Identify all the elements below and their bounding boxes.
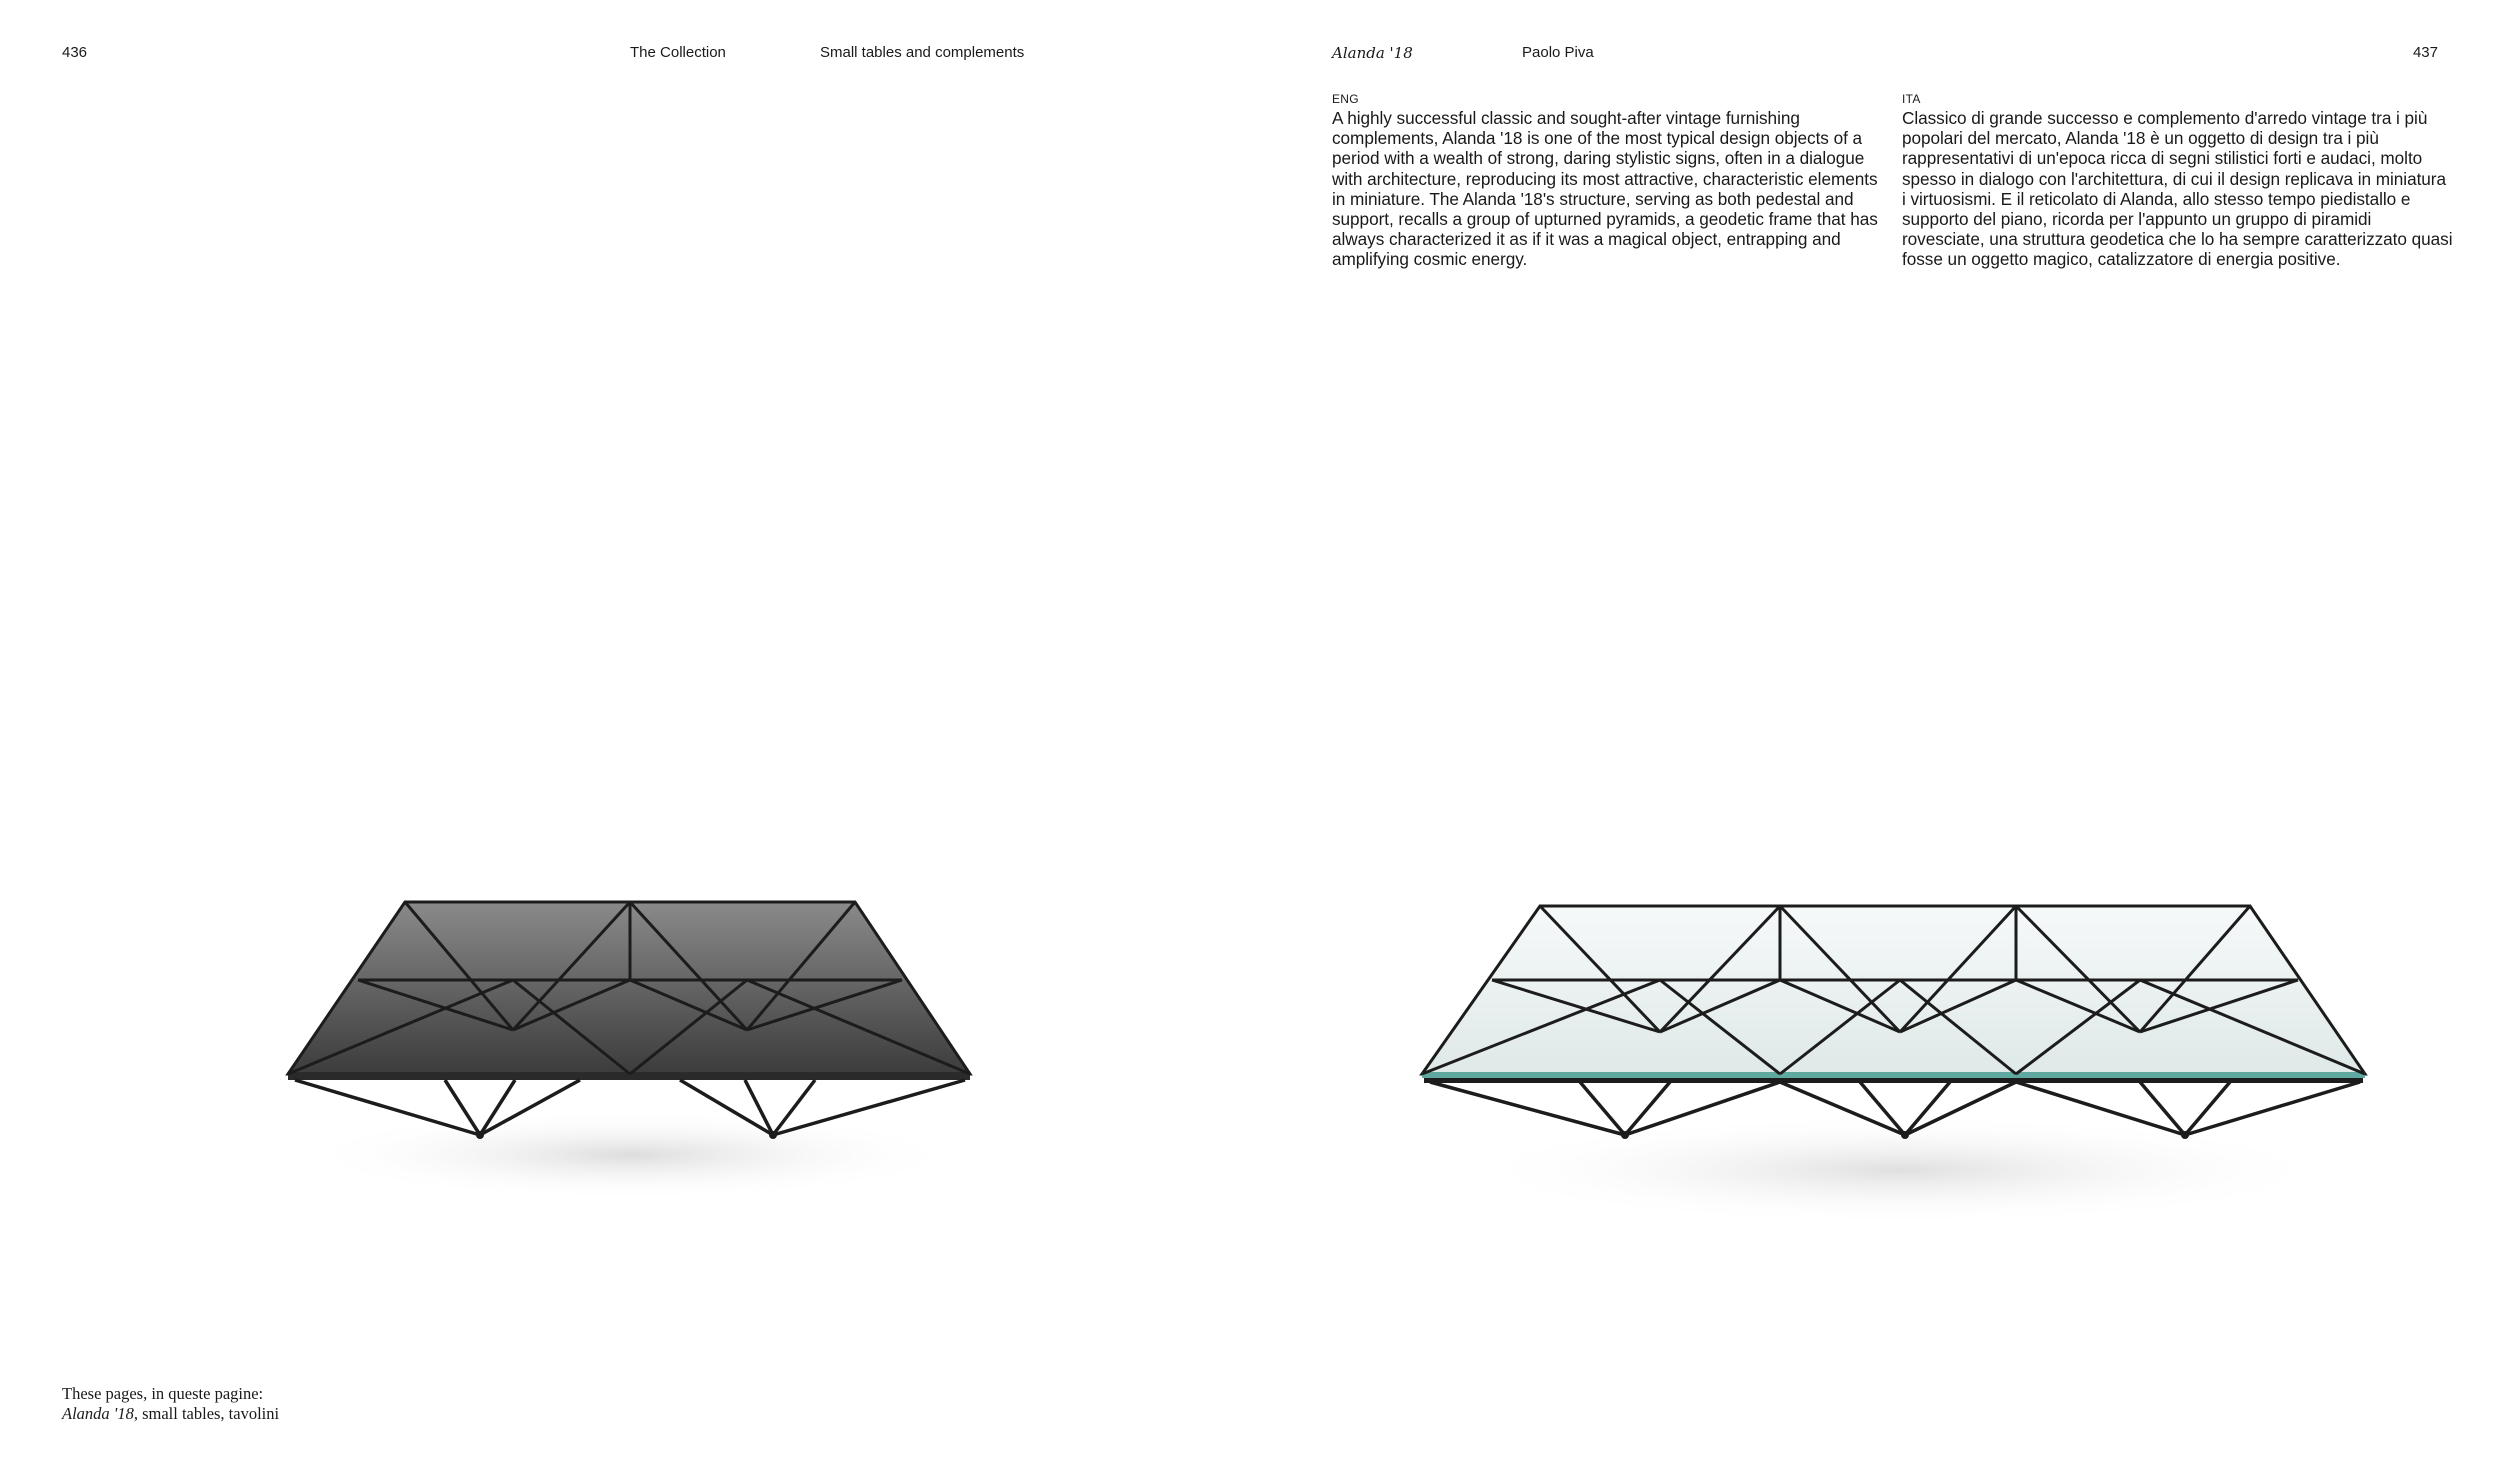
caption-product: Alanda '18: [62, 1404, 134, 1423]
ita-label: ITA: [1902, 92, 1921, 106]
page-number-right: 437: [2412, 44, 2438, 61]
caption-line-1: These pages, in queste pagine:: [62, 1384, 264, 1403]
designer-name: Paolo Piva: [1522, 44, 1594, 61]
ita-text: Classico di grande successo e complemento d'arredo vintage tra i più popolari del mercato, Alanda '18 è un oggetto di design tra i più rappresentativi di un'epoca ricca di segni stilistici forti e audaci, molto spesso in dialogo con l'architettura, di cui il design replicava in miniatura i virtuosismi. E il reticolato di Alanda, allo stesso tempo piedistallo e supporto del piano, ricorda per l'appunto un gruppo di piramidi rovesciate, una struttura geodetica che lo ha sempre caratterizzato quasi fosse un oggetto magico, catalizzatore di energia positive.: [1902, 108, 2453, 270]
eng-text: A highly successful classic and sought-after vintage furnishing complements, Alanda '18 is one of the most typical design objects of a period with a wealth of strong, daring stylistic signs, often in a dialogue with architecture, reproducing its most attractive, characteristic elements in miniature. The Alanda '18's structure, serving as both pedestal and support, recalls a group of upturned pyramids, a geodetic frame that has always characterized it as if it was a magical object, entrapping and amplifying cosmic energy.: [1332, 108, 1878, 270]
photo-caption: [62, 1384, 279, 1424]
caption-rest: , small tables, tavolini: [133, 1404, 280, 1423]
page-number-left: 436: [62, 44, 88, 61]
product-title: Alanda '18: [1332, 44, 1413, 62]
section-title: The Collection: [630, 44, 726, 61]
category-title: Small tables and complements: [820, 44, 1025, 61]
smoked-glass-table-photo: [270, 880, 990, 1220]
caption-line-2: [62, 1404, 279, 1424]
eng-label: ENG: [1332, 92, 1359, 106]
clear-glass-table-photo: [1410, 880, 2370, 1260]
right-page: [1250, 0, 2500, 1471]
